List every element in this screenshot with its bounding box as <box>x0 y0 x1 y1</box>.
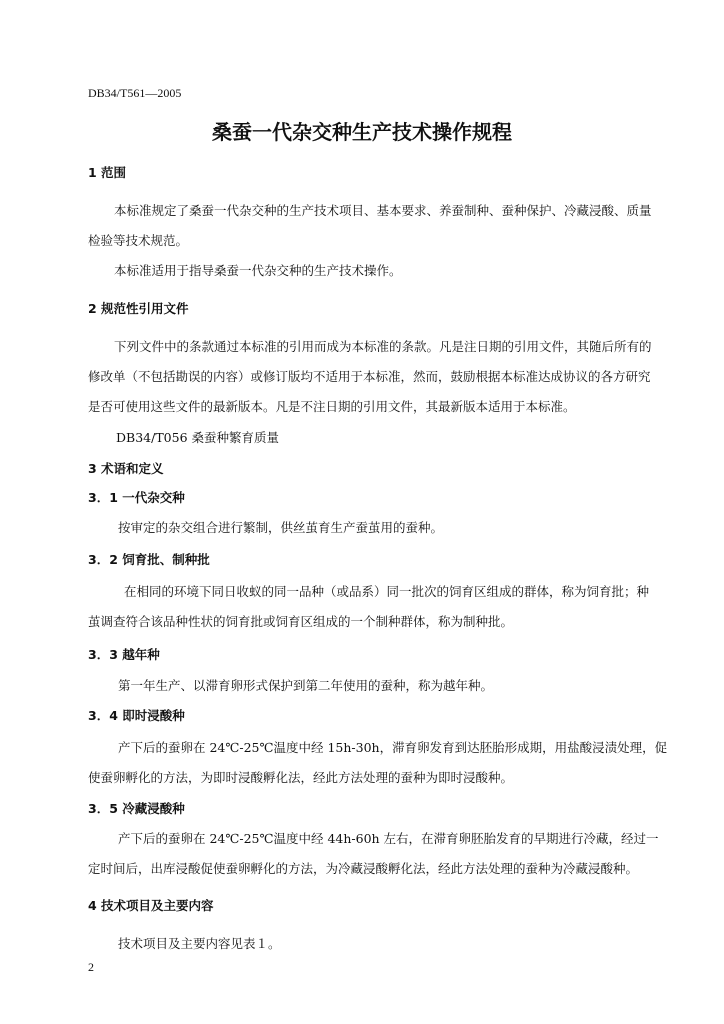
section-1-paragraph-2: 本标准适用于指导桑蚕一代杂交种的生产技术操作。 <box>114 263 402 278</box>
section-4-heading: 4 技术项目及主要内容 <box>88 898 214 913</box>
term-3-2-definition-line-2: 茧调查符合该品种性状的饲育批或饲育区组成的一个制种群体，称为制种批。 <box>88 614 514 629</box>
term-3-4-heading: 3．4 即时浸酸种 <box>88 708 185 723</box>
term-3-4-definition-line-2: 使蚕卵孵化的方法，为即时浸酸孵化法，经此方法处理的蚕种为即时浸酸种。 <box>88 770 514 785</box>
term-3-2-heading: 3．2 饲育批、制种批 <box>88 552 210 567</box>
section-2-paragraph-line-3: 是否可使用这些文件的最新版本。凡是不注日期的引用文件，其最新版本适用于本标准。 <box>88 399 576 414</box>
section-1-paragraph-1-line-2: 检验等技术规范。 <box>88 233 189 248</box>
term-3-1-heading: 3．1 一代杂交种 <box>88 490 185 505</box>
term-3-2-definition-line-1: 在相同的环境下同日收蚁的同一品种（或品系）同一批次的饲育区组成的群体，称为饲育批；种 <box>124 584 650 599</box>
term-3-5-heading: 3．5 冷藏浸酸种 <box>88 801 185 816</box>
term-3-3-heading: 3．3 越年种 <box>88 647 160 662</box>
term-3-3-definition: 第一年生产、以滞育卵形式保护到第二年使用的蚕种，称为越年种。 <box>118 678 494 693</box>
term-3-5-definition-line-2: 定时间后，出库浸酸促使蚕卵孵化的方法，为冷藏浸酸孵化法，经此方法处理的蚕种为冷藏浸酸种。 <box>88 861 639 876</box>
term-3-4-definition-line-1: 产下后的蚕卵在 24℃-25℃温度中经 15h-30h，滞育卵发育到达胚胎形成期，用盐酸浸渍处理，促 <box>118 740 668 755</box>
normative-reference: DB34/T056 桑蚕种繁育质量 <box>116 430 279 445</box>
page-number: 2 <box>88 960 94 974</box>
section-2-heading: 2 规范性引用文件 <box>88 301 189 316</box>
section-1-heading: 1 范围 <box>88 165 127 180</box>
section-2-paragraph-line-1: 下列文件中的条款通过本标准的引用而成为本标准的条款。凡是注日期的引用文件，其随后所有的 <box>114 339 652 354</box>
standard-number: DB34/T561—2005 <box>88 86 182 100</box>
section-2-paragraph-line-2: 修改单（不包括勘误的内容）或修订版均不适用于本标准，然而，鼓励根据本标准达成协议的各方研究 <box>88 369 651 384</box>
document-title: 桑蚕一代杂交种生产技术操作规程 <box>212 120 512 144</box>
section-4-paragraph: 技术项目及主要内容见表１。 <box>118 936 281 951</box>
term-3-5-definition-line-1: 产下后的蚕卵在 24℃-25℃温度中经 44h-60h 左右，在滞育卵胚胎发育的早期进行冷藏，经过一 <box>118 831 659 846</box>
section-1-paragraph-1-line-1: 本标准规定了桑蚕一代杂交种的生产技术项目、基本要求、养蚕制种、蚕种保护、冷藏浸酸、质量 <box>114 203 652 218</box>
term-3-1-definition: 按审定的杂交组合进行繁制，供丝茧育生产蚕茧用的蚕种。 <box>118 520 444 535</box>
section-3-heading: 3 术语和定义 <box>88 461 164 476</box>
